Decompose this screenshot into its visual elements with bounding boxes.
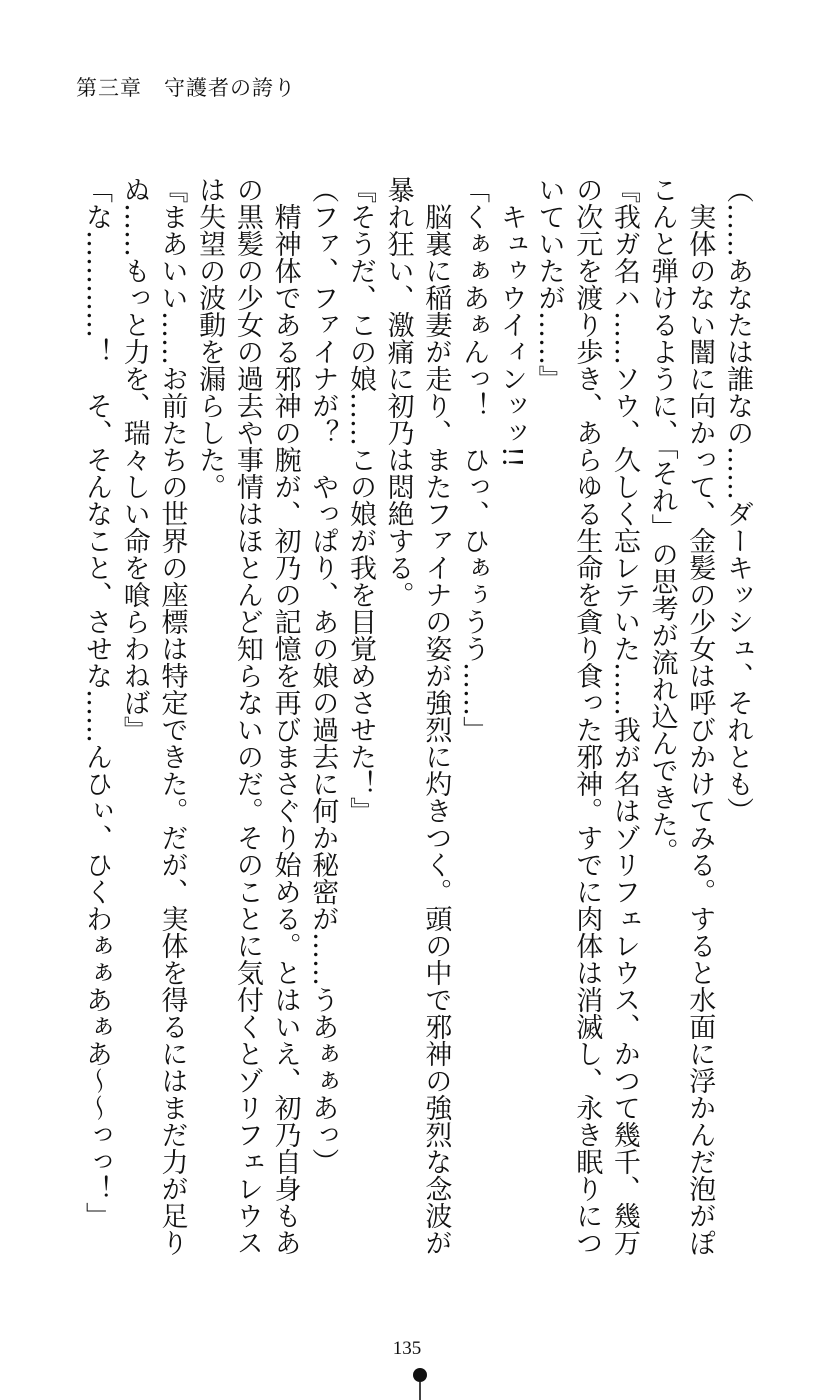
page-number: 135 xyxy=(392,1338,422,1359)
text-line: ぬ……もっと力を、瑞々しい命を喰らわねば』 xyxy=(118,176,150,743)
text-line: （ファ、ファイナが？ やっぱり、あの娘の過去に何か秘密が……うあぁぁあっ） xyxy=(307,176,339,1175)
folio-line-ornament xyxy=(419,1382,421,1400)
text-line: こんと弾けるように、「それ」の思考が流れ込んできた。 xyxy=(646,176,678,865)
folio-dot-ornament xyxy=(413,1368,427,1382)
text-line: 『まあいい……お前たちの世界の座標は特定できた。だが、実体を得るにはまだ力が足り xyxy=(156,176,188,1256)
text-line: 『我ガ名ハ……ソウ、久しく忘レテいた……我が名はゾリフェレウス、かつて幾千、幾万 xyxy=(608,176,640,1256)
text-line: いていたが……』 xyxy=(533,176,565,392)
text-line: の黒髪の少女の過去や事情はほとんど知らないのだ。そのことに気付くとゾリフェレウス xyxy=(231,176,263,1256)
running-header-chapter-title: 第三章 守護者の誇り xyxy=(76,76,296,100)
text-line: は失望の波動を漏らした。 xyxy=(194,176,226,500)
text-line: 実体のない闇に向かって、金髪の少女は呼びかけてみる。すると水面に浮かんだ泡がぽ xyxy=(684,176,716,1256)
text-line: 精神体である邪神の腕が、初乃の記憶を再びまさぐり始める。とはいえ、初乃自身もあ xyxy=(269,176,301,1256)
text-line: 暴れ狂い、激痛に初乃は悶絶する。 xyxy=(382,176,414,608)
text-line: 『そうだ、この娘……この娘が我を目覚めさせた！』 xyxy=(344,176,376,824)
vertical-body-text xyxy=(66,176,756,1276)
text-line: の次元を渡り歩き、あらゆる生命を貪り食った邪神。すでに肉体は消滅し、永き眠りにつ xyxy=(571,176,603,1256)
text-line: キュゥウイィンッッ!! xyxy=(495,176,527,468)
text-line: 「くぁぁあぁんっ！ ひっ、ひぁぅうう……」 xyxy=(458,176,490,743)
text-line: 脳裏に稲妻が走り、またファイナの姿が強烈に灼きつく。頭の中で邪神の強烈な念波が xyxy=(420,176,452,1256)
text-line: （……あなたは誰なの……ダーキッシュ、それとも） xyxy=(722,176,753,824)
text-line: 「な…………！ そ、そんなこと、させな……んひぃ、ひくわぁぁあぁあ～～っっ！」 xyxy=(81,176,113,1229)
